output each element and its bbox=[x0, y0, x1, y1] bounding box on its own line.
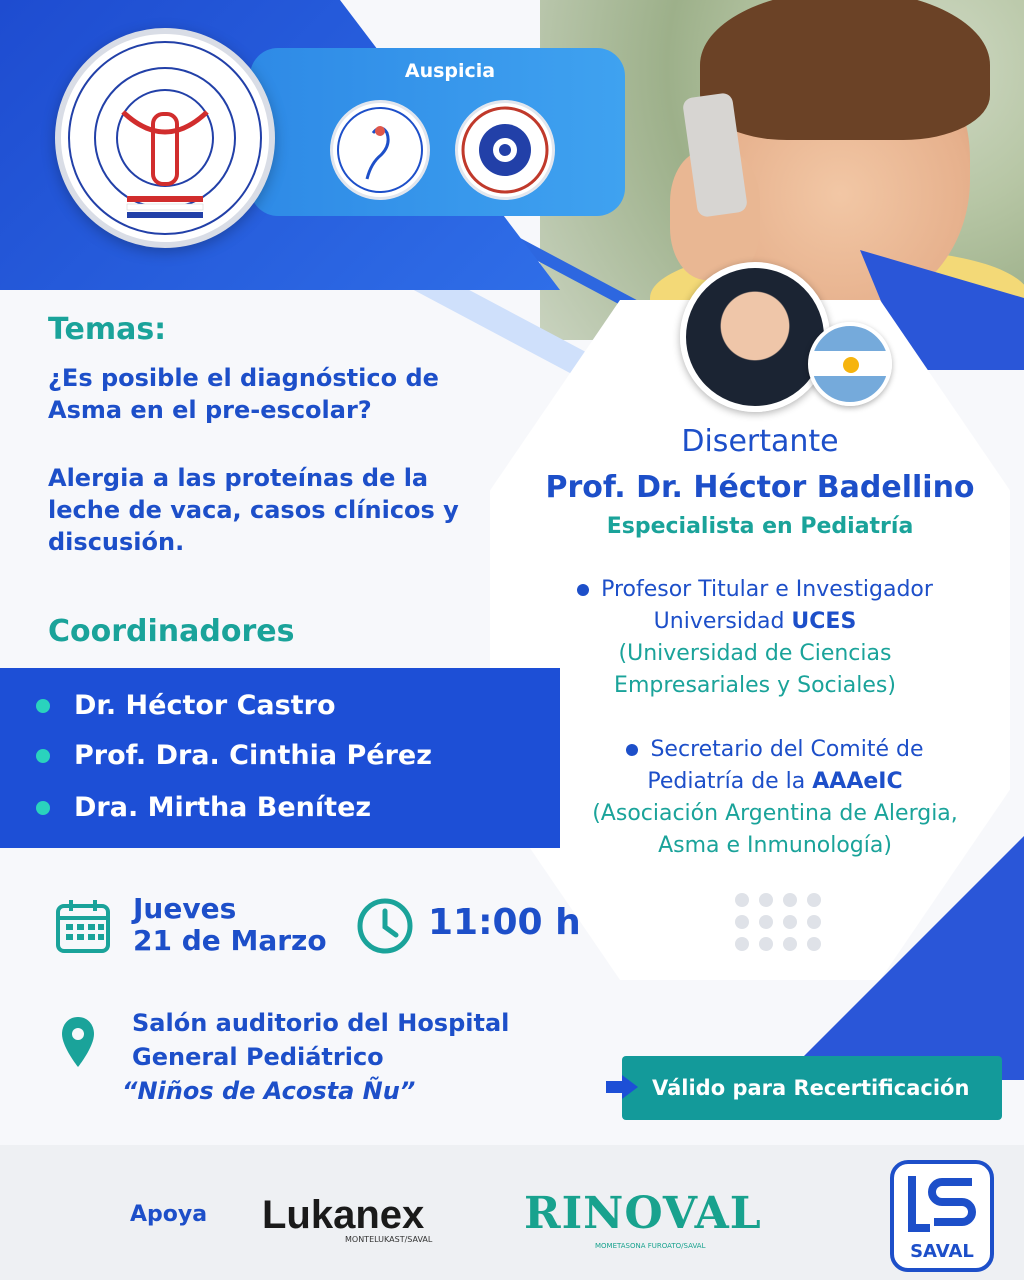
speaker-name: Prof. Dr. Héctor Badellino bbox=[545, 470, 975, 505]
rinoval-logo: RINOVAL bbox=[524, 1188, 762, 1239]
arrow-right-icon bbox=[606, 1075, 638, 1099]
main-society-logo bbox=[55, 28, 275, 248]
event-date: Jueves 21 de Marzo bbox=[133, 892, 327, 957]
speaker-credential: Profesor Titular e Investigador Universidad UCES (Universidad de Ciencias Empresariales y Sociales) bbox=[540, 574, 970, 702]
coordinator-item: Dr. Héctor Castro bbox=[36, 690, 336, 721]
topic-item: Alergia a las proteínas de la leche de vaca, casos clínicos y discusión. bbox=[48, 464, 459, 556]
speaker-specialty: Especialista en Pediatría bbox=[606, 514, 914, 539]
argentina-flag-icon bbox=[808, 322, 892, 406]
speaker-credential: Secretario del Comité de Pediatría de la AAAeIC (Asociación Argentina de Alergia, Asma e Inmunología) bbox=[592, 737, 958, 858]
saval-logo: SAVAL bbox=[890, 1160, 994, 1272]
coordinator-item: Prof. Dra. Cinthia Pérez bbox=[36, 740, 432, 771]
lukanex-tagline: MONTELUKAST/SAVAL bbox=[345, 1235, 433, 1244]
supporters-label: Apoya bbox=[130, 1202, 208, 1227]
clock-icon bbox=[356, 897, 414, 955]
event-venue: Salón auditorio del Hospital General Pediátrico “Niños de Acosta Ñu” bbox=[122, 1009, 510, 1105]
family-medicine-society-logo bbox=[455, 100, 555, 200]
rinoval-tagline: MOMETASONA FUROATO/SAVAL bbox=[595, 1242, 706, 1250]
location-pin-icon bbox=[60, 1015, 96, 1069]
topics-title: Temas: bbox=[48, 312, 167, 347]
sponsor-panel bbox=[250, 48, 625, 216]
topic-item: ¿Es posible el diagnóstico de Asma en el pre-escolar? bbox=[48, 364, 439, 424]
calendar-icon bbox=[55, 898, 111, 954]
bullet-icon bbox=[626, 744, 638, 756]
bullet-icon bbox=[36, 749, 50, 763]
bullet-icon bbox=[36, 699, 50, 713]
bullet-icon bbox=[577, 584, 589, 596]
coordinators-title: Coordinadores bbox=[48, 614, 295, 649]
speaker-photo bbox=[680, 262, 830, 412]
pediatrics-society-logo bbox=[330, 100, 430, 200]
decorative-dots bbox=[735, 893, 805, 951]
coordinator-item: Dra. Mirtha Benítez bbox=[36, 792, 371, 823]
lukanex-logo: Lukanex bbox=[262, 1193, 425, 1237]
event-time: 11:00 h bbox=[428, 902, 581, 943]
bullet-icon bbox=[36, 801, 50, 815]
sponsor-label: Auspicia bbox=[404, 60, 496, 82]
recertification-badge: Válido para Recertificación bbox=[622, 1056, 1002, 1120]
speaker-label: Disertante bbox=[681, 424, 839, 459]
